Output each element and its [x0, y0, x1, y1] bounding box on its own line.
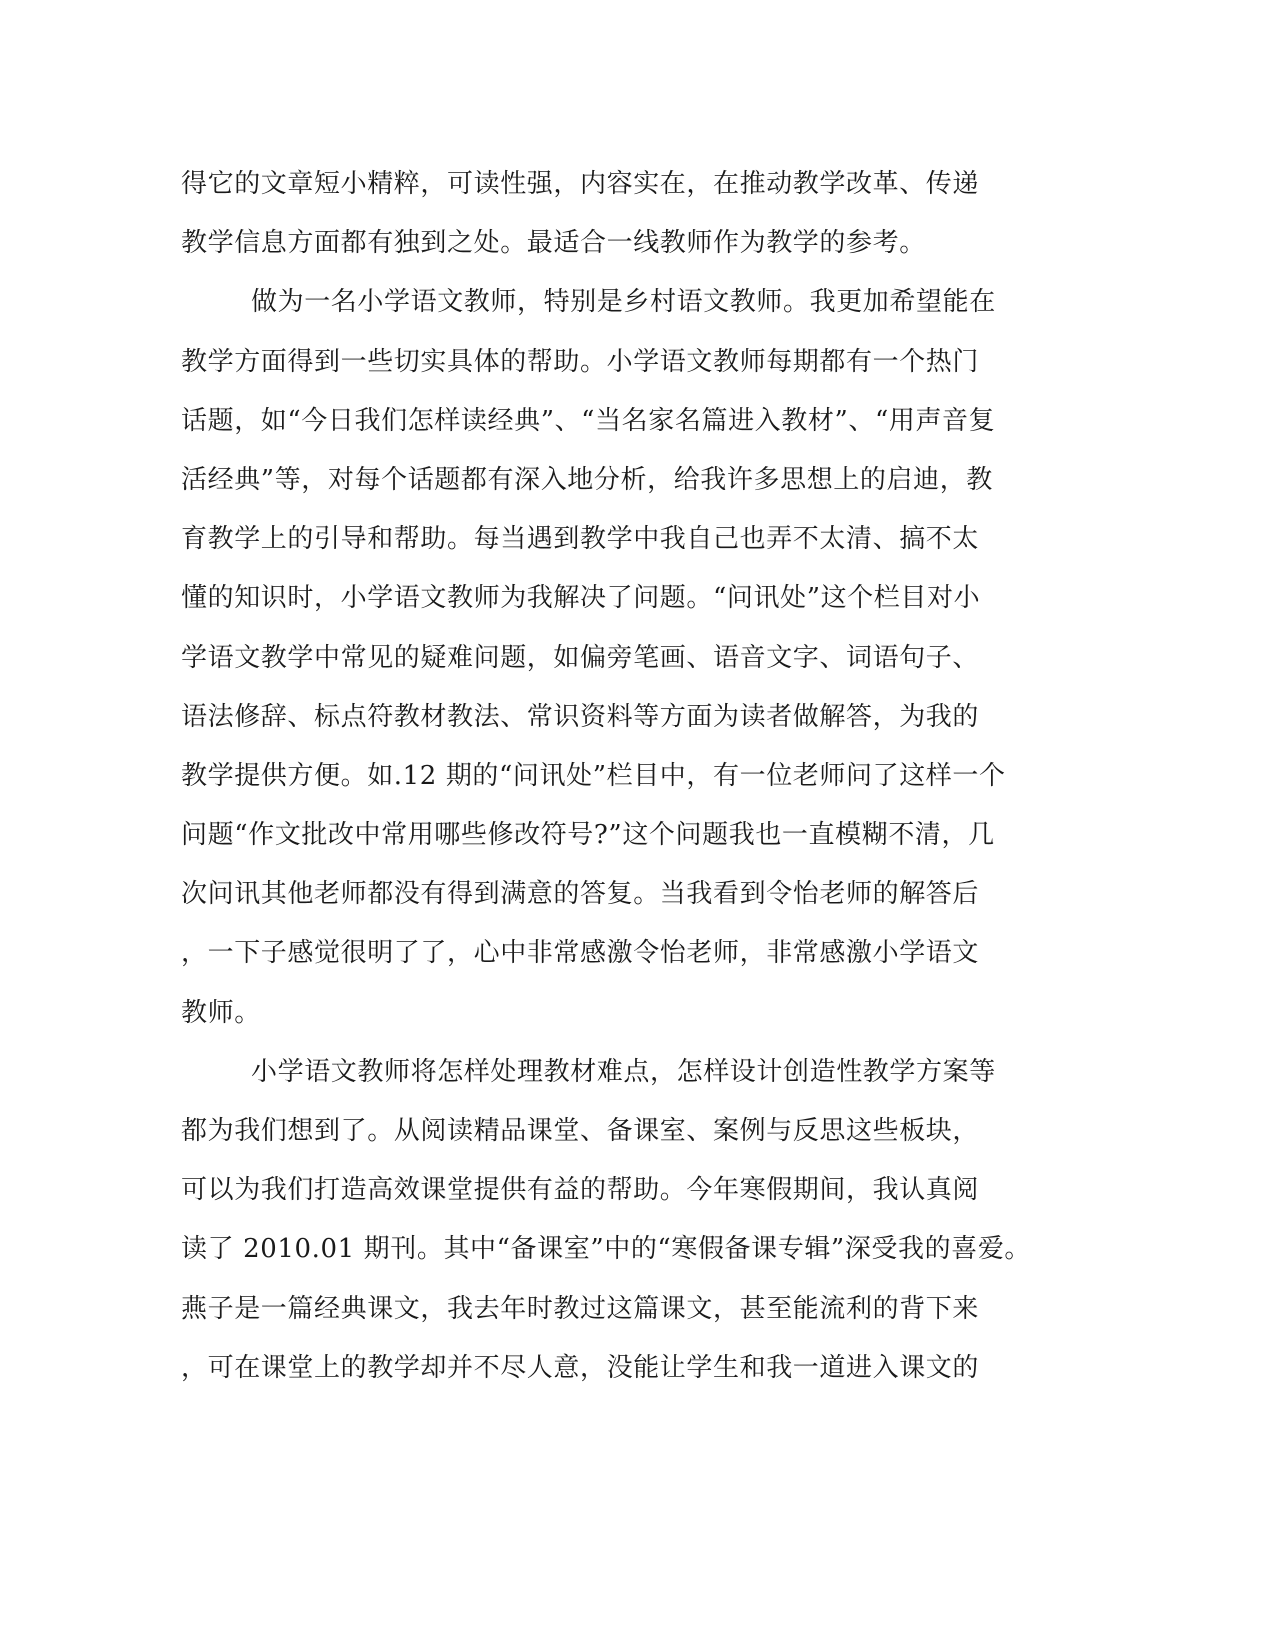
text-line: 懂的知识时，小学语文教师为我解决了问题。“问讯处”这个栏目对小	[181, 583, 981, 614]
text-line: ，可在课堂上的教学却并不尽人意，没能让学生和我一道进入课文的	[181, 1352, 980, 1383]
text-line: 可以为我们打造高效课堂提供有益的帮助。今年寒假期间，我认真阅	[181, 1175, 980, 1206]
text-line: 教学提供方便。如.12 期的“问讯处”栏目中，有一位老师问了这样一个	[181, 760, 1006, 791]
text-line: ，一下子感觉很明了了，心中非常感激令怡老师，非常感激小学语文	[181, 938, 980, 969]
text-line: 问题“作文批改中常用哪些修改符号?”这个问题我也一直模糊不清，几	[181, 820, 995, 851]
body-text	[181, 155, 1041, 1398]
text-line: 话题，如“今日我们怎样读经典”、“当名家名篇进入教材”、“用声音复	[181, 405, 996, 436]
paragraph-start-line: 小学语文教师将怎样处理教材难点，怎样设计创造性教学方案等	[251, 1056, 996, 1087]
text-line: 读了 2010.01 期刊。其中“备课室”中的“寒假备课专辑”深受我的喜爱。	[181, 1234, 1032, 1265]
text-line: 次问讯其他老师都没有得到满意的答复。当我看到令怡老师的解答后	[181, 879, 980, 910]
text-line: 教学方面得到一些切实具体的帮助。小学语文教师每期都有一个热门	[181, 346, 980, 377]
text-line: 得它的文章短小精粹，可读性强，内容实在，在推动教学改革、传递	[181, 169, 980, 199]
text-line: 学语文教学中常见的疑难问题，如偏旁笔画、语音文字、词语句子、	[181, 642, 980, 673]
text-line: 教师。	[181, 997, 261, 1028]
paragraph-start-line: 做为一名小学语文教师，特别是乡村语文教师。我更加希望能在	[251, 287, 996, 318]
text-line: 育教学上的引导和帮助。每当遇到教学中我自己也弄不太清、搞不太	[181, 524, 980, 555]
text-line: 活经典”等，对每个话题都有深入地分析，给我许多思想上的启迪，教	[181, 464, 993, 495]
text-line: 教学信息方面都有独到之处。最适合一线教师作为教学的参考。	[181, 228, 926, 259]
text-line: 燕子是一篇经典课文，我去年时教过这篇课文，甚至能流利的背下来	[181, 1293, 980, 1324]
text-line: 语法修辞、标点符教材教法、常识资料等方面为读者做解答，为我的	[181, 701, 980, 732]
text-line: 都为我们想到了。从阅读精品课堂、备课室、案例与反思这些板块，	[181, 1116, 980, 1146]
